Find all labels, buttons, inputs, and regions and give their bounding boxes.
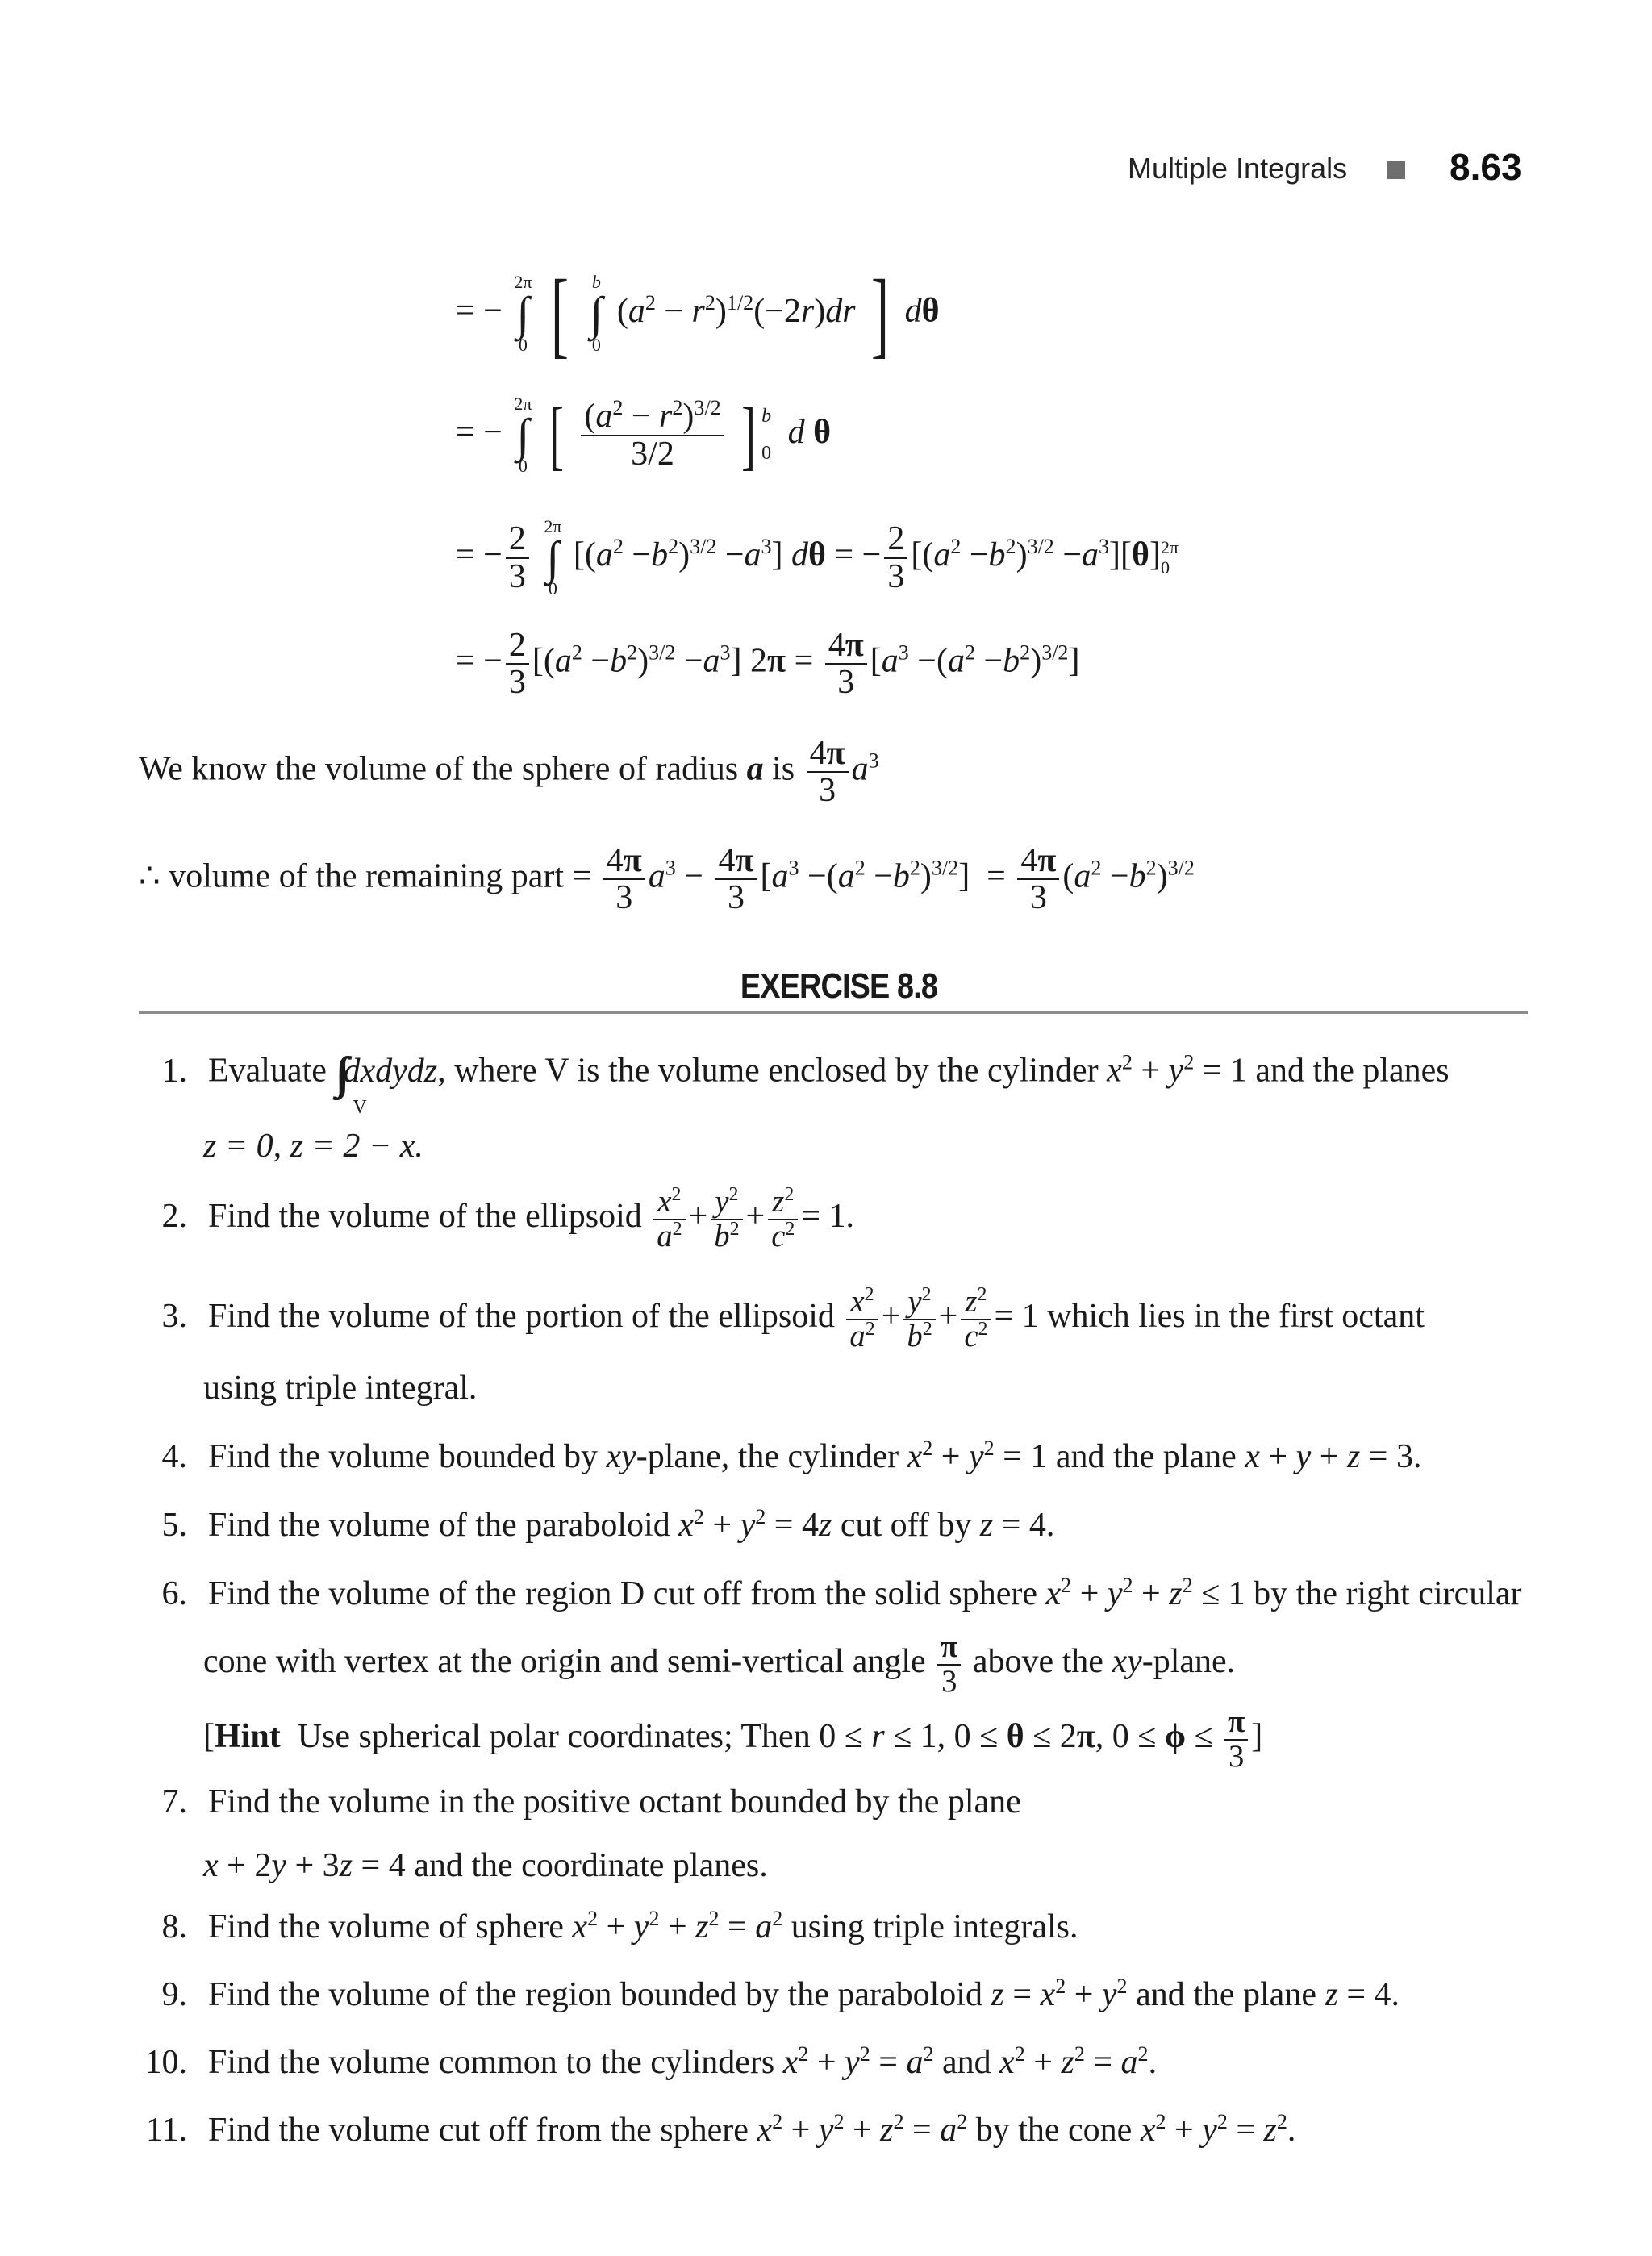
exercise-item-7-cont: x + 2y + 3z = 4 and the coordinate planes.: [203, 1847, 768, 1884]
header-square-icon: [1387, 161, 1405, 179]
d-theta: d: [904, 292, 922, 330]
exercise-item-10: 10. Find the volume common to the cylinders $x^2 + y^2 = a^2$ and $x^2 + z^2 = a^2$.: [144, 2042, 1158, 2081]
exercise-item-1-cont: z = 0, z = 2 − x.: [203, 1128, 423, 1165]
exercise-item-6-cont: cone with vertex at the origin and semi-vertical angle $\frac{\pi}{3}$ above the xy-plane.: [203, 1630, 1236, 1699]
fraction: $\frac{(a^2 - r^2)^{3/2}}{3/2}$: [581, 398, 724, 471]
left-bracket: [: [550, 260, 569, 367]
section-title: Multiple Integrals: [1128, 152, 1348, 185]
exercise-item-8: 8. Find the volume of sphere $x^2 + y^2 + z^2 = a^2$ using triple integrals.: [161, 1907, 1078, 1945]
derivation-line-1: = − 2π ∫ 0 [ b ∫ 0 $(a^2 - r^2)^{1/2}(-2r)dr$ ] dθ: [456, 260, 940, 367]
exercise-item-7: 7. Find the volume in the positive octant bounded by the plane: [161, 1783, 1021, 1820]
exercise-item-2: 2. Find the volume of the ellipsoid $\frac{x^2}{a^2}$ + $\frac{y^2}{b^2}$ + $\frac{z^2}{c^2}$ = 1.: [161, 1184, 855, 1253]
exercise-item-4: 4. Find the volume bounded by xy-plane, the cylinder $x^2 + y^2 = 1$ and the plane x + y + z = 3.: [161, 1437, 1422, 1475]
sphere-volume-note: We know the volume of the sphere of radius a is $\frac{4\pi}{3}$ $a^3$: [139, 735, 879, 810]
divider: [139, 1011, 1528, 1014]
eq-prefix: = −: [456, 414, 503, 452]
integral-sign: 2π ∫ 0: [544, 516, 562, 599]
right-bracket: ]: [871, 260, 890, 367]
eq-prefix: = −: [456, 292, 503, 330]
derivation-line-4: = − $\frac{2}{3}$ $[(a^2 -b^2)^{3/2} -a^3] 2\pi$ = $\frac{4\pi}{3}$ $[a^3 -(a^2 -b^2)^{3/2}]$: [456, 627, 1080, 702]
exercise-item-9: 9. Find the volume of the region bounded by the paraboloid $z = x^2 + y^2$ and the plane z = 4.: [161, 1975, 1400, 2013]
integral-sign: 2π ∫ 0: [514, 394, 532, 477]
integral-sign: b ∫ 0: [590, 272, 603, 355]
exercise-item-11: 11. Find the volume cut off from the sphere $x^2 + y^2 + z^2 = a^2$ by the cone $x^2 + y^2 = z^2$.: [146, 2110, 1296, 2149]
right-bracket: ]: [741, 391, 756, 478]
integrand: $(a^2 - r^2)^{1/2}(-2r)dr$: [616, 290, 856, 330]
exercise-item-1: 1. Evaluate ∫∫∫ V dxdydz, where V is the volume enclosed by the cylinder $x^2 + y^2 = 1$ and the planes: [161, 1049, 1450, 1118]
integral-sign: 2π ∫ 0: [514, 272, 532, 355]
exercise-item-6: 6. Find the volume of the region D cut off from the solid sphere $x^2 + y^2 + z^2 \le 1$ by the right circular: [161, 1574, 1522, 1612]
exercise-item-3: 3. Find the volume of the portion of the ellipsoid $\frac{x^2}{a^2}$ + $\frac{y^2}{b^2}$ + $\frac{z^2}{c^2}$ = 1 which lies in the first octant: [161, 1284, 1425, 1353]
derivation-line-3: = − $\frac{2}{3}$ 2π ∫ 0 $[(a^2 -b^2)^{3/2} -a^3] d\theta$ = − $\frac{2}{3}$ $[(a^2 -b^2)^{3/2} -a^3][\theta]$ 2π 0: [456, 516, 1179, 599]
exercise-title: EXERCISE 8.8: [740, 966, 938, 1006]
exercise-item-3-cont: using triple integral.: [203, 1370, 478, 1407]
derivation-line-2: = − 2π ∫ 0 [ $\frac{(a^2 - r^2)^{3/2}}{3/2}$ ] b 0 d θ: [456, 391, 832, 478]
remaining-volume: ∴ volume of the remaining part = $\frac{4\pi}{3}$ $a^3$ − $\frac{4\pi}{3}$ $[a^3 -(a^2 -b^2)^{3/2}]$ = $\frac{4\pi}{3}$ $(a^2 -b^2)^{3/2}$: [139, 842, 1195, 917]
page-number: 8.63: [1450, 146, 1522, 188]
exercise-item-6-hint: [Hint Use spherical polar coordinates; Then 0 ≤ r ≤ 1, 0 ≤ θ ≤ 2π, 0 ≤ ϕ ≤ $\frac{\pi}{3}$ ]: [203, 1705, 1263, 1774]
left-bracket: [: [549, 391, 564, 478]
exercise-item-5: 5. Find the volume of the paraboloid $x^2 + y^2 = 4z$ cut off by z = 4.: [161, 1505, 1055, 1544]
